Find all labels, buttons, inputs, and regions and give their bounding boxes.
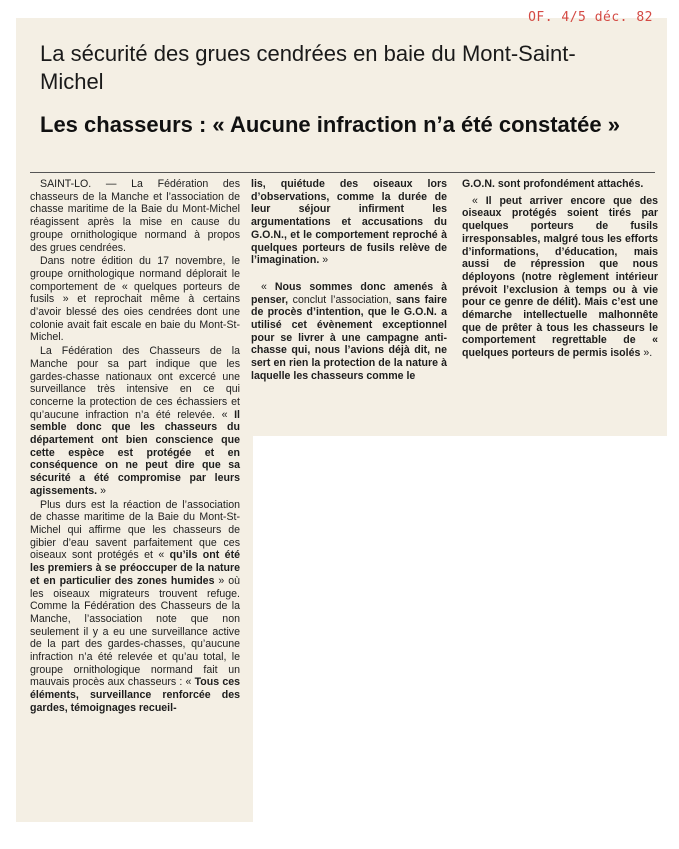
quote-text: Il semble donc que les chasseurs du département ont bien conscience que cette espèce est protégée et en conséquence on ne peut dire que sa sécurité a été compromise par leurs agissements. xyxy=(30,408,240,497)
paragraph xyxy=(462,178,658,191)
paragraph-text: Plus durs est la réaction de l’association de chasse maritime de la Baie du Mont-St-Michel qui affirme que les chasseurs de gibier d’eau savent parfaitement que ces oiseaux sont protégés et « xyxy=(30,498,240,562)
paragraph xyxy=(30,178,240,254)
quote-text: qu’ils ont été les premiers à se préoccuper de la nature et en particulier des zones humides xyxy=(30,549,240,587)
quote-close: ». xyxy=(640,347,653,360)
quote-close: » xyxy=(97,484,106,497)
quote-text: Il peut arriver encore que des oiseaux protégés soient tirés par quelques porteurs de fusils irresponsables, malgré tous les efforts d’informations, d’éducation, mais aussi de répression que nous déployons (notre règlement intérieur prévoit l’exclusion à temps ou à vie pour ce genre de délit). Mais c’est une démarche intellectuelle malhonnête que de prêter à tous les chasseurs le comportement regrettable de « quelques porteurs de permis isolés xyxy=(462,194,658,360)
paragraph xyxy=(30,499,240,715)
paragraph xyxy=(251,281,447,383)
paragraph xyxy=(30,345,240,497)
paragraph-text: » où les oiseaux migrateurs trouvent refuge. Comme la Fédération des Chasseurs de la Manche, l’association note que non seulement il y a eu une surveillance active de la part des gardes-chasses, qu’aucune infraction n’a été relevée et qu’au total, le groupe ornithologique normand fait un mauvais procès aux chasseurs : « xyxy=(30,574,240,689)
quote-text: Nous sommes donc amenés à penser, xyxy=(251,280,447,306)
paragraph-text: SAINT-LO. — La Fédération des chasseurs de la Manche et l’association de chasse maritime de la Baie du Mont-Michel réagissent après la mise en cause du groupe ornithologique normand à propos des grues cendrées. xyxy=(30,178,240,254)
article-column-1 xyxy=(30,178,240,715)
quote-text: lis, quiétude des oiseaux lors d’observations, comme la durée de leur séjour infirment les argumentations et accusations du G.O.N., et le comportement reproché à quelques porteurs de fusils relève de l’imagination. xyxy=(251,178,447,267)
paragraph xyxy=(251,178,447,267)
title-divider xyxy=(30,172,655,173)
handwritten-date-note: OF. 4/5 déc. 82 xyxy=(528,10,653,25)
headline: La sécurité des grues cendrées en baie du Mont-Saint-Michel xyxy=(40,41,576,94)
paragraph-text: conclut l’association, xyxy=(288,293,396,306)
paragraph xyxy=(462,195,658,360)
article-title: Les chasseurs : « Aucune infraction n’a été constatée » xyxy=(40,112,620,137)
quote-open: « xyxy=(472,194,486,207)
article-column-2 xyxy=(251,178,447,383)
paragraph-text: La Fédération des Chasseurs de la Manche pour sa part indique que les gardes-chasse nationaux ont excercé une surveillance très intensive en ce qui concerne la protection de ces échassiers et qu’aucune infraction n’a été relevée. « xyxy=(30,345,240,421)
article-column-3 xyxy=(462,178,658,360)
paragraph xyxy=(30,255,240,344)
quote-text: sans faire de procès d’intention, que le G.O.N. a utilisé cet évènement exceptionnel pour se livrer à une campagne anti-chasse qui, nous l’avions déjà dit, ne sert en rien la protection de la nature à laquelle les chasseurs comme le xyxy=(251,293,447,382)
quote-open: « xyxy=(261,280,275,293)
paragraph-text: Dans notre édition du 17 novembre, le groupe ornithologique normand déplorait le comportement de « quelques porteurs de fusils » et reprochait même à certains d’avoir blessé des oies cendrées dont une colonie avait fait escale en baie du Mont-St-Michel. xyxy=(30,255,240,344)
quote-text: G.O.N. sont profondément attachés. xyxy=(462,178,644,190)
quote-text: Tous ces éléments, surveillance renforcée des gardes, témoignages recueil- xyxy=(30,676,240,714)
quote-close: » xyxy=(319,254,329,267)
